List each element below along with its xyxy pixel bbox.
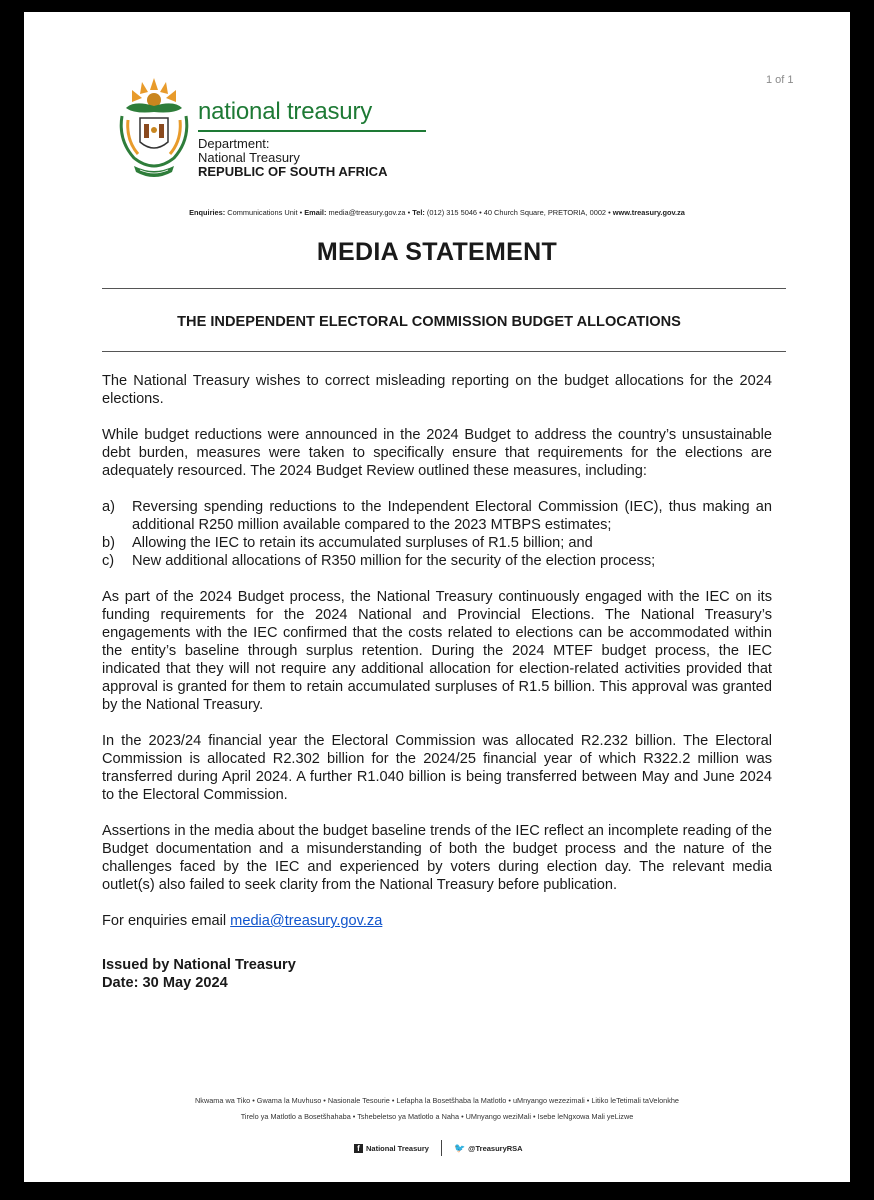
facebook-handle[interactable]: National Treasury (366, 1143, 429, 1153)
country-name: REPUBLIC OF SOUTH AFRICA (198, 164, 388, 179)
contact-email-link[interactable]: media@treasury.gov.za (230, 913, 383, 929)
divider-top (102, 288, 786, 289)
list-item (102, 552, 772, 570)
list-text: Allowing the IEC to retain its accumulated surpluses of R1.5 billion; and (132, 535, 593, 551)
contact-prefix: For enquiries email (102, 913, 227, 929)
paragraph-2: While budget reductions were announced in the 2024 Budget to address the country’s unsustainable debt burden, measures were taken to specifically ensure that requirements for the elections are adequately resourced. The 2024 Budget Review outlined these measures, including: (102, 427, 772, 479)
list-item (102, 534, 772, 552)
dept-line-1: Department: (198, 136, 270, 151)
issued-by: Issued by National Treasury (102, 957, 296, 973)
document-page (24, 12, 850, 1182)
tel-label: Tel: (412, 208, 425, 217)
list-text: Reversing spending reductions to the Independent Electoral Commission (IEC), thus making an additional R250 million available compared to the 2023 MTBPS estimates; (132, 499, 772, 533)
social-links (354, 1140, 523, 1156)
list-item (102, 498, 772, 534)
list-marker: c) (102, 553, 115, 569)
coat-of-arms-icon (104, 70, 204, 188)
email-label: Email: (304, 208, 327, 217)
page-number: 1 of 1 (766, 74, 794, 86)
twitter-icon: 🐦 (453, 1142, 466, 1153)
list-marker: a) (102, 499, 115, 515)
measures-list (102, 498, 772, 570)
paragraph-3: As part of the 2024 Budget process, the National Treasury continuously engaged with the IEC on its funding requirements for the 2024 National and Provincial Elections. The National Treasury’s engagements with the IEC confirmed that the costs related to elections can be accommodated within the entity’s baseline through surplus retention. During the 2024 MTEF budget process, the IEC indicated that they will not require any additional allocation for election-related activities provided that approval is granted for them to retain accumulated surpluses of R1.5 billion. This approval was granted by the National Treasury. (102, 589, 772, 713)
social-separator (441, 1140, 442, 1156)
enquiries-tel: (012) 315 5046 (426, 208, 478, 217)
media-statement-title: MEDIA STATEMENT (316, 238, 558, 266)
statement-subtitle: THE INDEPENDENT ELECTORAL COMMISSION BUDGET ALLOCATIONS (177, 314, 681, 330)
paragraph-4: In the 2023/24 financial year the Electoral Commission was allocated R2.232 billion. The Electoral Commission is allocated R2.302 billion for the 2024/25 financial year of which R322.2 million was transferred during April 2024. A further R1.040 billion is being transferred between May and June 2024 to the Electoral Commission. (102, 733, 772, 803)
twitter-handle[interactable]: @TreasuryRSA (468, 1143, 523, 1153)
footer-languages-line-1: Nkwama wa Tiko • Gwama la Muvhuso • Nasionale Tesourie • Lefapha la Bosetšhaba la Matlotlo • uMnyango wezezimali • Litiko leTetimali taVelonkhe (195, 1096, 679, 1105)
issued-date: Date: 30 May 2024 (102, 975, 228, 991)
enquiries-label: Enquiries: (189, 208, 226, 217)
list-text: New additional allocations of R350 million for the security of the election process; (132, 553, 656, 569)
dept-line-3 (198, 165, 387, 179)
dept-line-2: National Treasury (198, 150, 300, 165)
facebook-icon: f (354, 1144, 363, 1153)
enquiries-address: 40 Church Square, PRETORIA, 0002 (483, 208, 607, 217)
paragraph-1: The National Treasury wishes to correct misleading reporting on the budget allocations for the 2024 elections. (102, 373, 772, 407)
paragraph-5: Assertions in the media about the budget baseline trends of the IEC reflect an incomplete reading of the Budget documentation and a misunderstanding of both the budget process and the nature of the challenges faced by the IEC and experienced by voters during election day. The relevant media outlet(s) also failed to seek clarity from the National Treasury before publication. (102, 823, 772, 893)
enquiries-unit: Communications Unit (227, 208, 298, 217)
list-marker: b) (102, 535, 115, 551)
contact-line (102, 912, 772, 930)
brand-underline (198, 130, 426, 132)
enquiries-email: media@treasury.gov.za (328, 208, 406, 217)
footer-languages-line-2: Tirelo ya Matlotlo a Bosetšhahaba • Tshebeletso ya Matlotlo a Naha • UMnyango weziMali • Isebe leNgxowa Mali yeLizwe (240, 1112, 634, 1121)
divider-bottom (102, 351, 786, 352)
brand-name: national treasury (198, 98, 373, 125)
enquiries-website: www.treasury.gov.za (612, 208, 685, 217)
statement-body (102, 372, 772, 992)
enquiries-line: Enquiries: Communications Unit • Email: media@treasury.gov.za • Tel: (012) 315 5046 • 40 Church Square, PRETORIA, 0002 • www.treasury.gov.za (189, 208, 685, 217)
department-block (198, 137, 387, 179)
